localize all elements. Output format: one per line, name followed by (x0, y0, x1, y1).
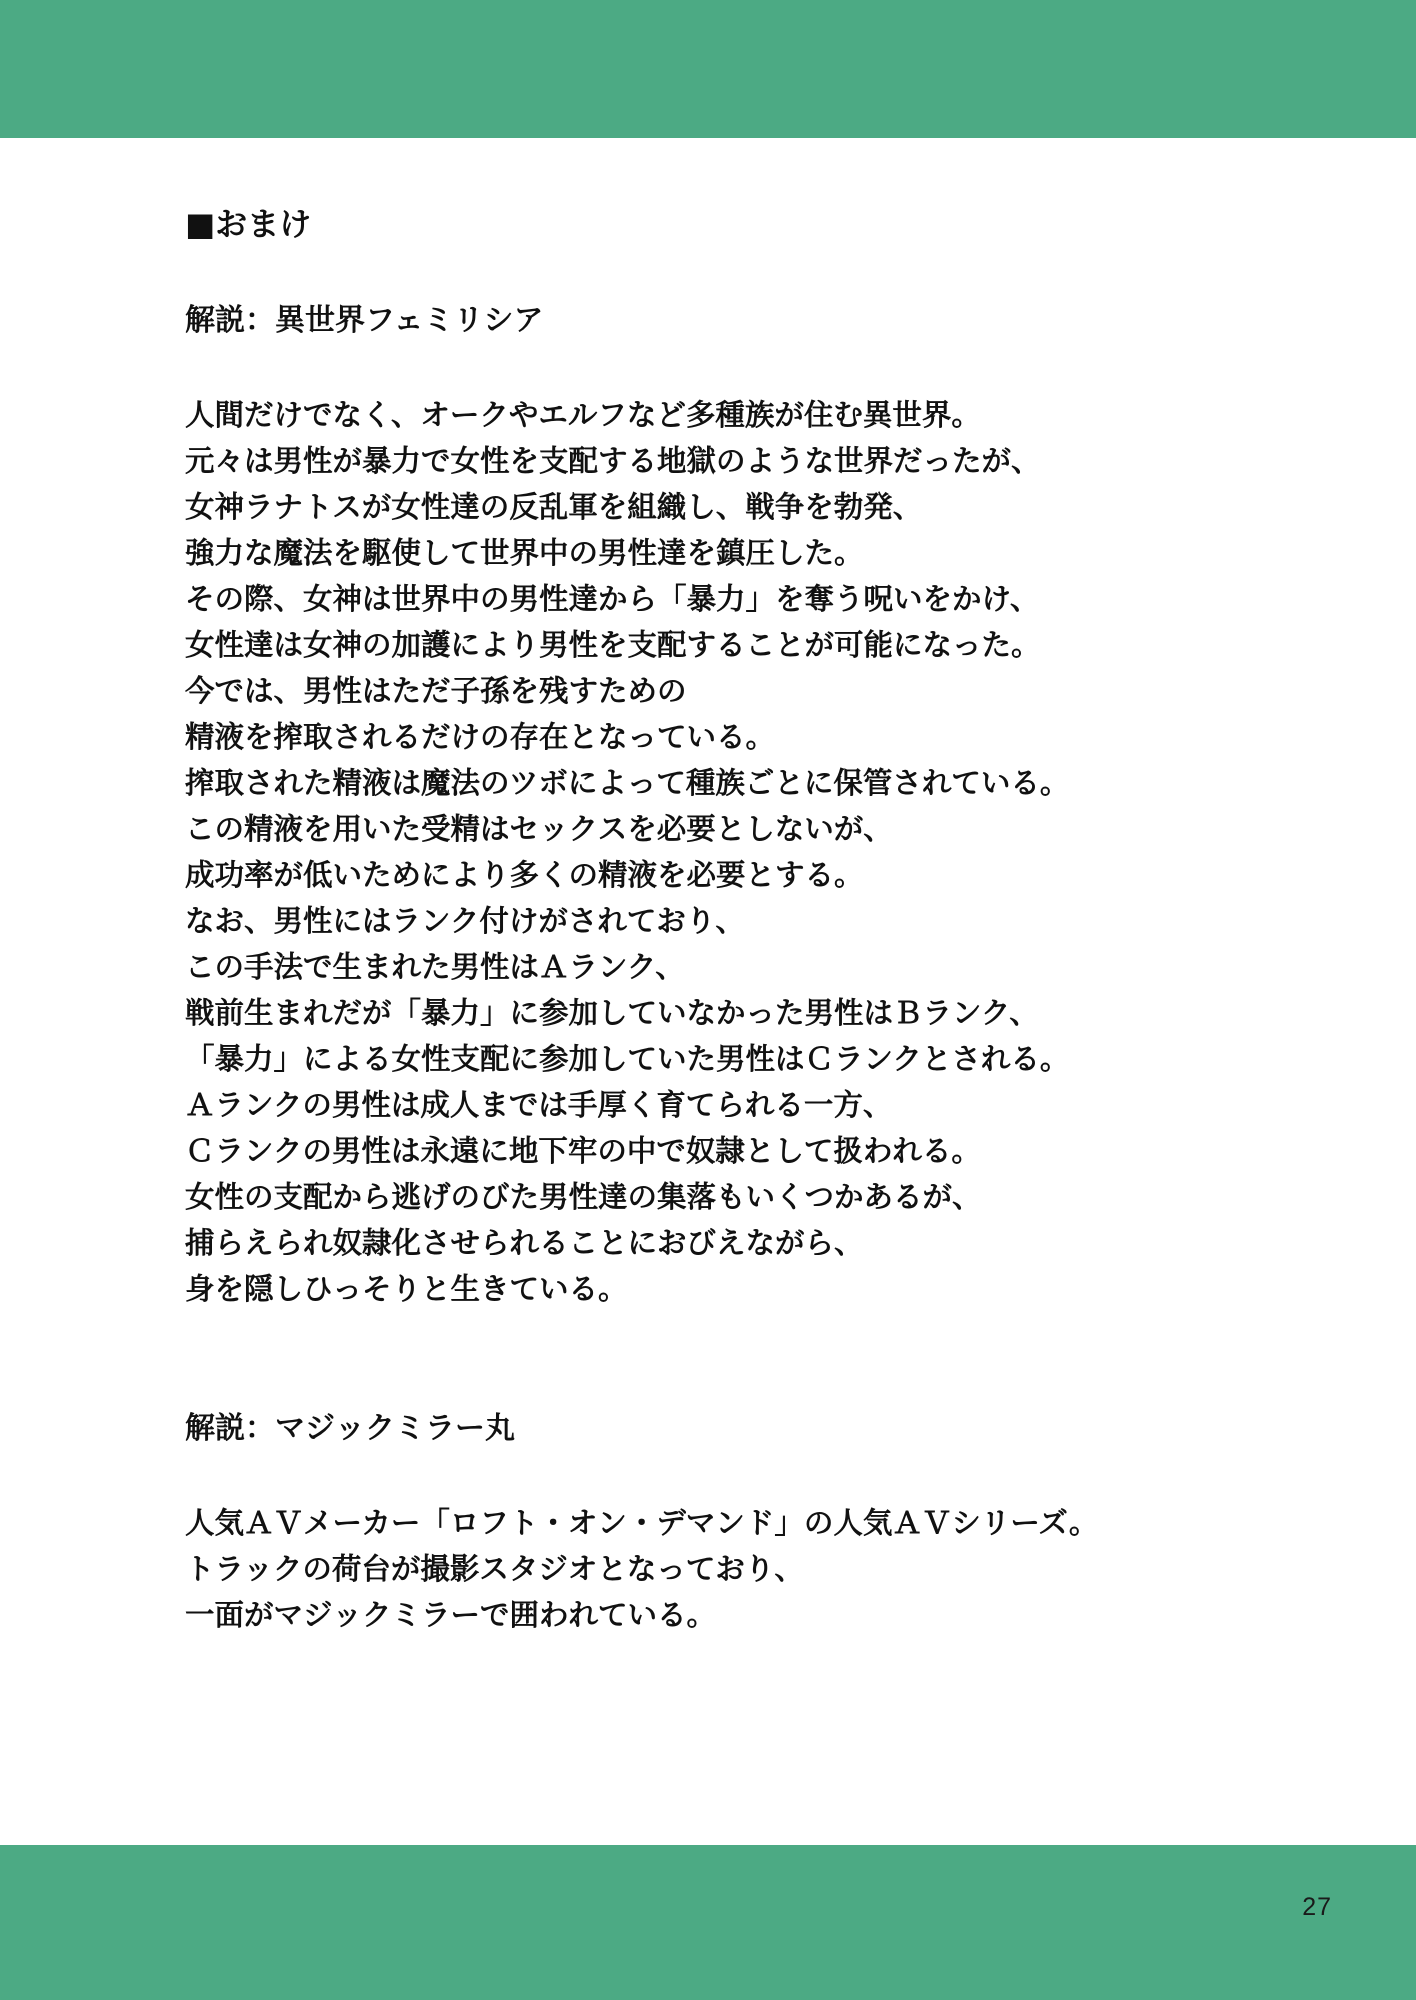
text-line: 強力な魔法を駆使して世界中の男性達を鎮圧した。 (185, 536, 864, 570)
text-line: この精液を用いた受精はセックスを必要としないが、 (185, 812, 893, 846)
section-title-isekai: 解説：異世界フェミリシア (185, 303, 544, 338)
text-line: 人間だけでなく、オークやエルフなど多種族が住む異世界。 (185, 398, 981, 432)
text-line: なお、男性にはランク付けがされており、 (185, 904, 745, 938)
text-line: 人気ＡＶメーカー「ロフト・オン・デマンド」の人気ＡＶシリーズ。 (185, 1506, 1099, 1540)
text-line: 元々は男性が暴力で女性を支配する地獄のような世界だったが、 (185, 444, 1041, 478)
text-line: 女神ラナトスが女性達の反乱軍を組織し、戦争を勃発、 (185, 490, 923, 524)
section-body-magic-mirror (185, 1500, 1345, 1638)
page-heading: ■おまけ (185, 205, 312, 243)
page-content (185, 196, 1345, 1638)
page-number: 27 (1302, 1893, 1332, 1921)
text-line: 一面がマジックミラーで囲われている。 (185, 1598, 717, 1632)
bottom-color-band (0, 1845, 1416, 2000)
text-line: トラックの荷台が撮影スタジオとなっており、 (185, 1552, 804, 1586)
text-line: 女性の支配から逃げのびた男性達の集落もいくつかあるが、 (185, 1180, 982, 1214)
text-line: この手法で生まれた男性はＡランク、 (185, 950, 685, 984)
text-line: Ａランクの男性は成人までは手厚く育てられる一方、 (185, 1088, 893, 1122)
text-line: 搾取された精液は魔法のツボによって種族ごとに保管されている。 (185, 766, 1070, 800)
text-line: 戦前生まれだが「暴力」に参加していなかった男性はＢランク、 (185, 996, 1039, 1030)
text-line: 身を隠しひっそりと生きている。 (185, 1272, 628, 1306)
text-line: 「暴力」による女性支配に参加していた男性はＣランクとされる。 (185, 1042, 1070, 1076)
text-line: その際、女神は世界中の男性達から「暴力」を奪う呪いをかけ、 (185, 582, 1040, 616)
text-line: Ｃランクの男性は永遠に地下牢の中で奴隷として扱われる。 (185, 1134, 981, 1168)
text-line: 捕らえられ奴隷化させられることにおびえながら、 (185, 1226, 864, 1260)
top-color-band (0, 0, 1416, 138)
text-line: 女性達は女神の加護により男性を支配することが可能になった。 (185, 628, 1041, 662)
text-line: 今では、男性はただ子孫を残すための (185, 674, 687, 708)
text-line: 成功率が低いためにより多くの精液を必要とする。 (185, 858, 864, 892)
section-body-isekai (185, 392, 1345, 1312)
text-line: 精液を搾取されるだけの存在となっている。 (185, 720, 776, 754)
section-title-magic-mirror: 解説：マジックミラー丸 (185, 1411, 515, 1446)
